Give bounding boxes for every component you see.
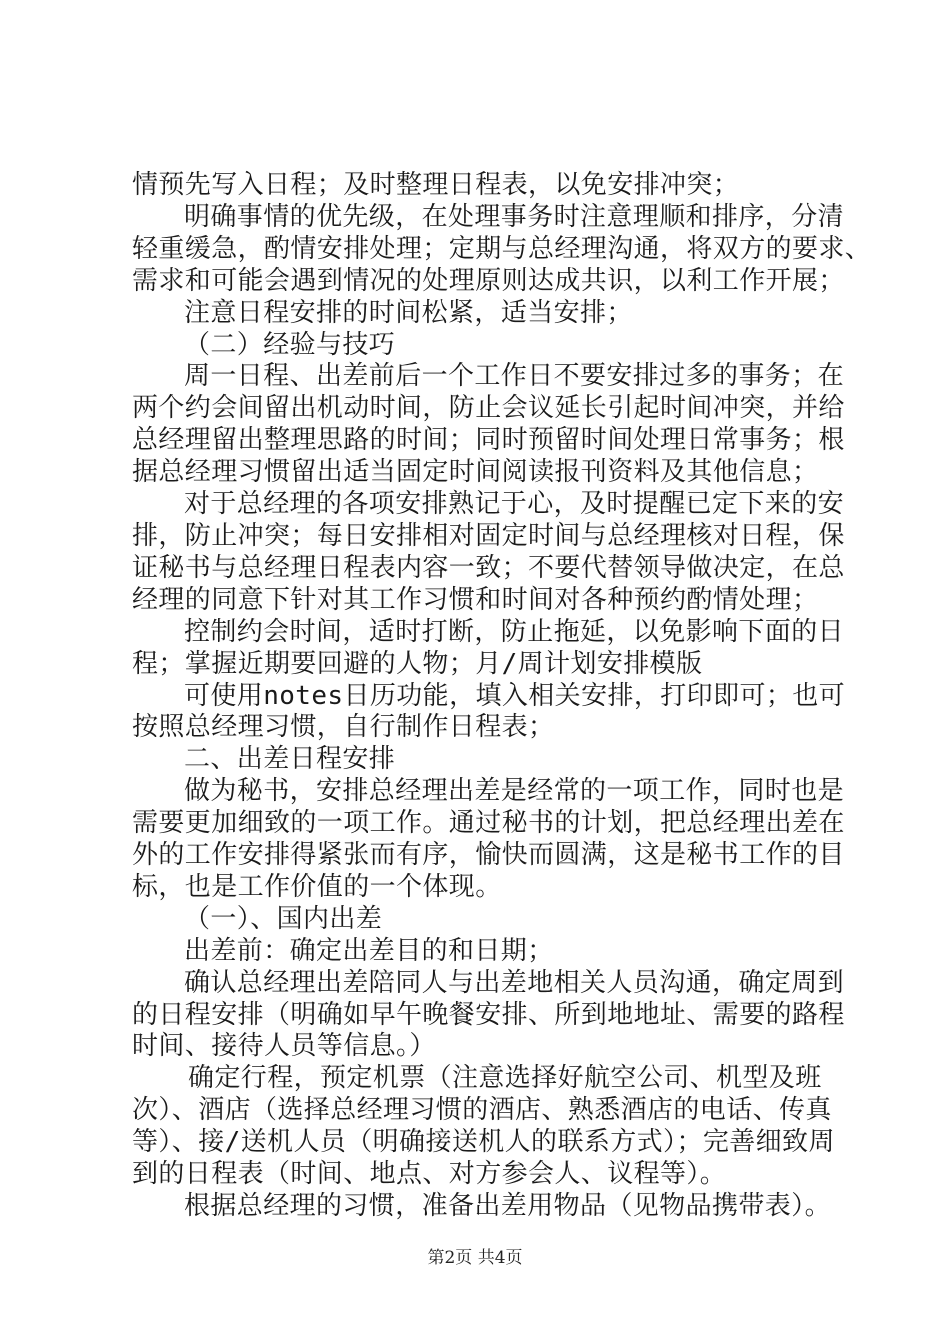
section-heading: 二、出差日程安排 [184, 744, 396, 775]
text-line: 程；掌握近期要回避的人物；月/周计划安排模版 [132, 648, 703, 679]
text-line: 控制约会时间，适时打断，防止拖延，以免影响下面的日 [184, 616, 845, 647]
text-line: 按照总经理习惯，自行制作日程表； [132, 712, 555, 743]
text-line: 据总经理习惯留出适当固定时间阅读报刊资料及其他信息； [132, 457, 819, 488]
text-line: 注意日程安排的时间松紧，适当安排； [184, 297, 633, 328]
text-line: 标，也是工作价值的一个体现。 [132, 871, 502, 902]
text-line: 周一日程、出差前后一个工作日不要安排过多的事务；在 [184, 361, 845, 392]
text-line: 外的工作安排得紧张而有序，愉快而圆满，这是秘书工作的目 [132, 840, 845, 871]
text-line: 对于总经理的各项安排熟记于心，及时提醒已定下来的安 [184, 489, 845, 520]
section-heading: （二）经验与技巧 [184, 329, 396, 360]
text-line: 次）、酒店（选择总经理习惯的酒店、熟悉酒店的电话、传真 [132, 1095, 832, 1126]
text-line: 做为秘书，安排总经理出差是经常的一项工作，同时也是 [184, 776, 845, 807]
text-line: 确定行程，预定机票（注意选择好航空公司、机型及班 [188, 1063, 822, 1094]
text-line: 排，防止冲突；每日安排相对固定时间与总经理核对日程，保 [132, 520, 845, 551]
text-line: 证秘书与总经理日程表内容一致；不要代替领导做决定，在总 [132, 552, 845, 583]
page-footer: 第2页 共4页 [427, 1248, 523, 1268]
text-line: 情预先写入日程；及时整理日程表，以免安排冲突； [132, 170, 740, 200]
text-line: 两个约会间留出机动时间，防止会议延长引起时间冲突，并给 [132, 393, 845, 424]
text-line: 等）、接/送机人员（明确接送机人的联系方式）；完善细致周 [132, 1127, 835, 1158]
section-heading: （一）、国内出差 [184, 903, 383, 934]
text-line: 轻重缓急，酌情安排处理；定期与总经理沟通，将双方的要求、 [132, 233, 872, 264]
text-line: 总经理留出整理思路的时间；同时预留时间处理日常事务；根 [132, 425, 845, 456]
text-line: 经理的同意下针对其工作习惯和时间对各种预约酌情处理； [132, 584, 819, 615]
text-line: 出差前：确定出差目的和日期； [184, 935, 554, 966]
text-line: 需要更加细致的一项工作。通过秘书的计划，把总经理出差在 [132, 808, 845, 839]
text-line: 时间、接待人员等信息。） [132, 1031, 436, 1062]
text-line: 确认总经理出差陪同人与出差地相关人员沟通，确定周到 [184, 967, 845, 998]
text-line: 需求和可能会遇到情况的处理原则达成共识，以利工作开展； [132, 265, 845, 296]
text-line: 明确事情的优先级，在处理事务时注意理顺和排序，分清 [184, 201, 845, 232]
text-line: 的日程安排（明确如早午晚餐安排、所到地地址、需要的路程 [132, 999, 845, 1030]
text-line: 到的日程表（时间、地点、对方参会人、议程等）。 [132, 1159, 727, 1190]
text-line: 根据总经理的习惯，准备出差用物品（见物品携带表）。 [184, 1191, 832, 1221]
text-line: 可使用notes日历功能，填入相关安排，打印即可；也可 [184, 680, 846, 711]
body-text [132, 170, 872, 1223]
